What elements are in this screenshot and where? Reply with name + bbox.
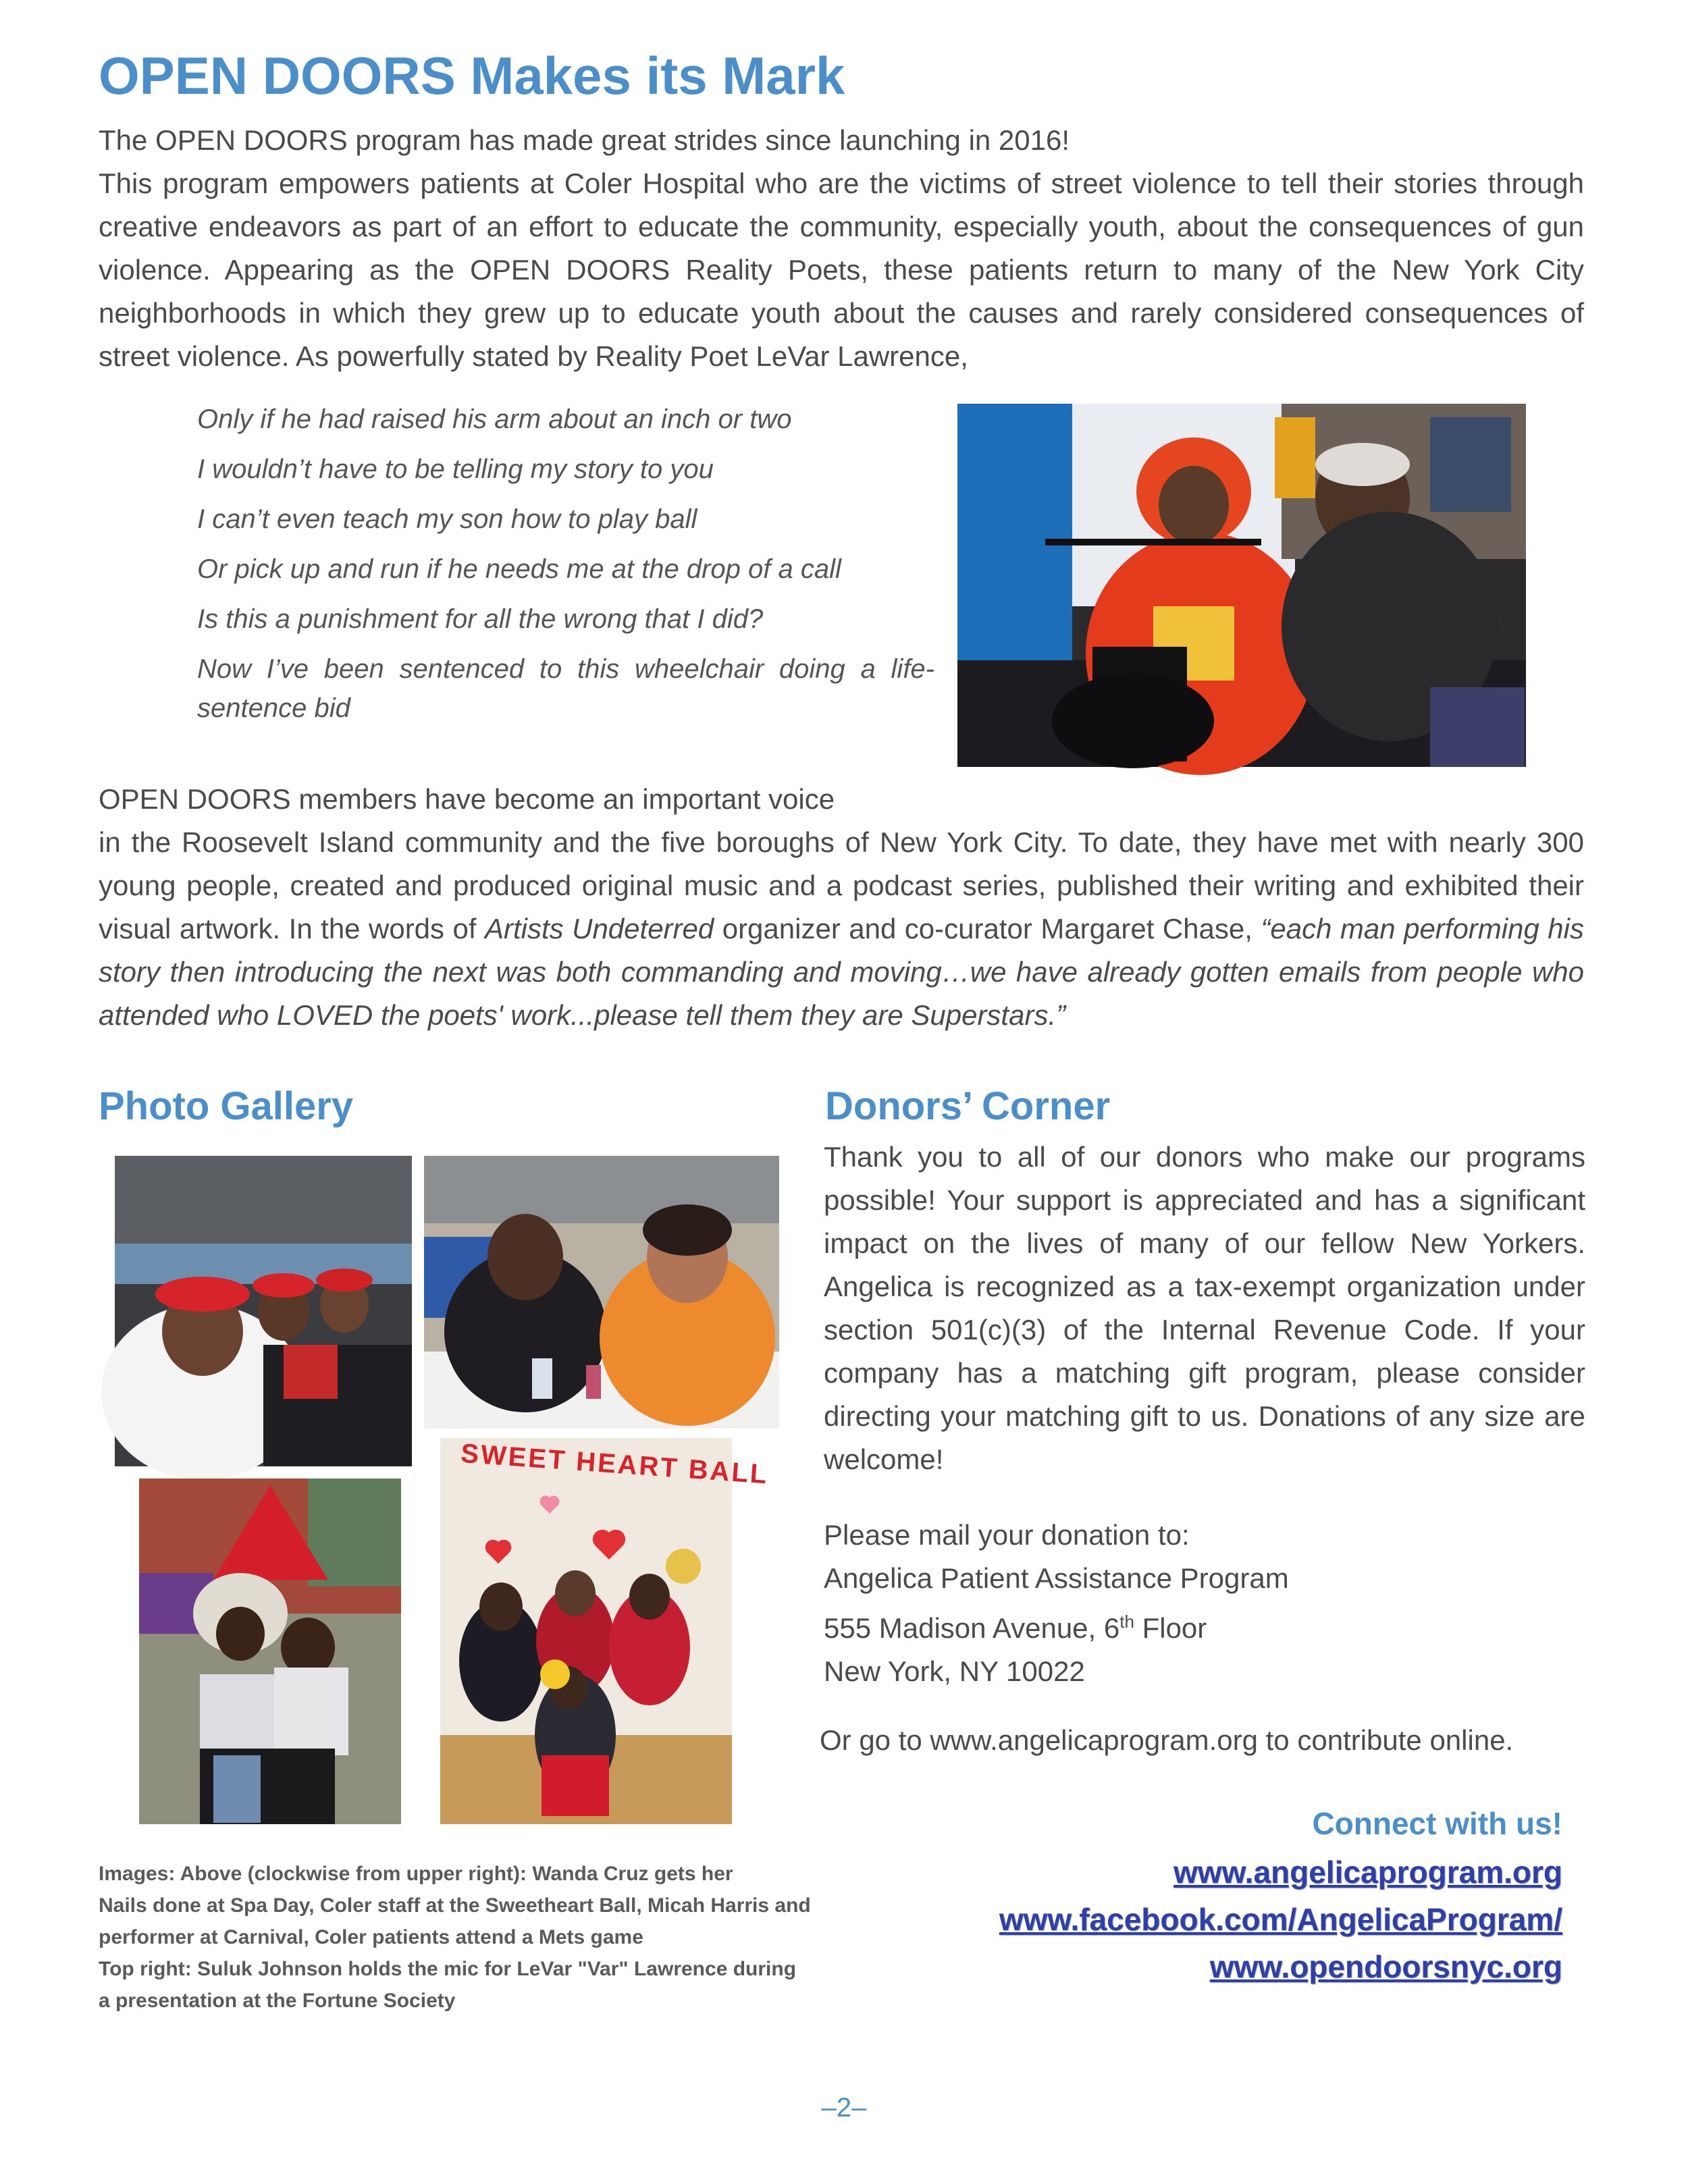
donors-section [824,1136,1585,1481]
members-section [99,778,1584,1037]
donors-heading: Donors’ Corner [825,1084,1111,1128]
members-paragraph [99,821,1584,1037]
chase-quote: “each man performing his story then introducing the next was both commanding and moving…we have already gotten emails from people who attended who LOVED the poets' work...please tell them they are Superstars.” [99,913,1584,1031]
poem-line: Only if he had raised his arm about an inch or two [197,404,792,434]
gallery-caption [99,1858,895,2017]
online-donation: Or go to www.angelicaprogram.org to contribute online. [820,1724,1514,1756]
poem-line: Is this a punishment for all the wrong that I did? [197,604,764,634]
page-title: OPEN DOORS Makes its Mark [99,46,845,105]
mailing-address [824,1514,1585,1693]
poem-line: Now I’ve been sentenced to this wheelchair doing a life-sentence bid [197,654,934,723]
city-line: New York, NY 10022 [824,1655,1085,1687]
poem-line: I can’t even teach my son how to play ball [197,504,697,534]
artists-undeterred: Artists Undeterred [484,913,714,944]
angelicaprogram-link[interactable]: www.angelicaprogram.org [1173,1855,1562,1890]
sweetheart-ball-sign: SWEET HEART BALL [459,1438,770,1490]
gallery-photo-sweetheart-ball [440,1438,770,1824]
members-text: organizer and co-curator Margaret Chase, [714,913,1261,944]
intro-paragraph: This program empowers patients at Coler Hospital who are the victims of street violence to tell their stories through creative endeavors as part of an effort to educate the community, especially youth, about the consequences of gun violence. Appearing as the OPEN DOORS Reality Poets, these patients return to many of the New York City neighborhoods in which they grew up to educate youth about the causes and rarely considered consequences of street violence. As powerfully stated by Reality Poet LeVar Lawrence, [99,167,1584,372]
poem [197,400,934,728]
floor-suffix: th [1119,1612,1134,1632]
caption-line: Nails done at Spa Day, Coler staff at the Sweetheart Ball, Micah Harris and [99,1894,811,1917]
poet-photo [957,404,1526,767]
gallery-photo-spa [424,1156,779,1429]
mail-intro: Please mail your donation to: [824,1519,1190,1551]
poem-line: I wouldn’t have to be telling my story to you [197,454,714,484]
opendoorsnyc-link[interactable]: www.opendoorsnyc.org [1209,1949,1562,1984]
members-line: OPEN DOORS members have become an important voice [99,783,835,815]
caption-line: a presentation at the Fortune Society [99,1990,456,2012]
connect-heading: Connect with us! [1312,1806,1562,1841]
poem-line: Or pick up and run if he needs me at the drop of a call [197,554,841,584]
donors-paragraph: Thank you to all of our donors who make our programs possible! Your support is appreciated and has a significant impact on the lives of many of our fellow New Yorkers. Angelica is recognized as a tax-exempt organization under section 501(c)(3) of the Internal Revenue Code. If your company has a matching gift program, please consider directing your matching gift to us. Donations of any size are welcome! [824,1141,1585,1475]
photo-gallery-heading: Photo Gallery [99,1084,354,1128]
intro-line: The OPEN DOORS program has made great strides since launching in 2016! [99,124,1070,156]
street-floor: Floor [1134,1612,1207,1644]
caption-line: Top right: Suluk Johnson holds the mic for LeVar "Var" Lawrence during [99,1958,797,1980]
street-text: 555 Madison Avenue, 6 [824,1612,1120,1644]
facebook-link[interactable]: www.facebook.com/AngelicaProgram/ [999,1902,1562,1937]
intro-section [99,119,1584,378]
page-number: –2– [821,2093,867,2123]
caption-line: Images: Above (clockwise from upper right): Wanda Cruz gets her [99,1863,733,1885]
gallery-photo-mets [115,1156,412,1466]
connect-section [999,1799,1562,1990]
caption-line: performer at Carnival, Coler patients attend a Mets game [99,1926,643,1948]
members-text: in the Roosevelt Island community and the five boroughs of New York City. To date, they have met with nearly 300 young people, created and produced original music and a podcast series, published their writing and exhibited their visual artwork. In the words of [99,826,1584,944]
gallery-photo-carnival [139,1479,401,1824]
street-address [824,1600,1585,1650]
org-name: Angelica Patient Assistance Program [824,1562,1289,1594]
